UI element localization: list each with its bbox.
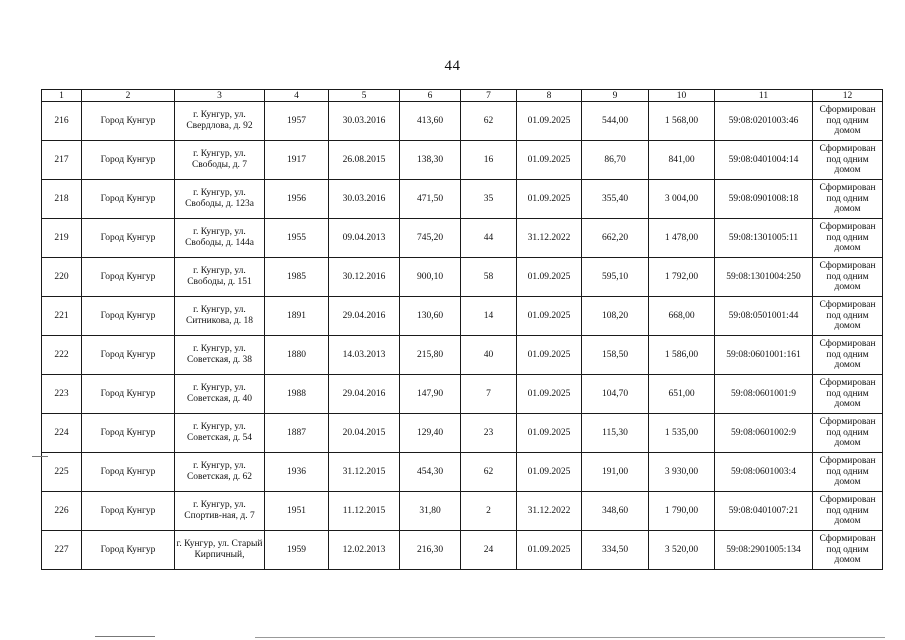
date-cell: 20.04.2015 (329, 414, 400, 453)
area-cell: 662,20 (582, 219, 649, 258)
column-number-row (42, 90, 883, 102)
table-body (42, 102, 883, 570)
residents-count-cell: 16 (461, 141, 517, 180)
area-cell: 544,00 (582, 102, 649, 141)
status-cell: Сформирован под одним домом (813, 453, 883, 492)
area-cell: 348,60 (582, 492, 649, 531)
land-area-cell: 1 535,00 (649, 414, 715, 453)
row-number-cell: 217 (42, 141, 82, 180)
row-number-cell: 219 (42, 219, 82, 258)
residents-count-cell: 40 (461, 336, 517, 375)
column-number: 9 (582, 90, 649, 102)
area-cell: 595,10 (582, 258, 649, 297)
table-row (42, 414, 883, 453)
deadline-date-cell: 01.09.2025 (517, 414, 582, 453)
housing-registry-table (41, 89, 883, 570)
date-cell: 12.02.2013 (329, 531, 400, 570)
status-cell: Сформирован под одним домом (813, 297, 883, 336)
residents-count-cell: 58 (461, 258, 517, 297)
status-cell: Сформирован под одним домом (813, 531, 883, 570)
date-cell: 30.03.2016 (329, 180, 400, 219)
row-number-cell: 225 (42, 453, 82, 492)
year-built-cell: 1880 (265, 336, 329, 375)
residents-count-cell: 62 (461, 453, 517, 492)
row-number-cell: 221 (42, 297, 82, 336)
status-cell: Сформирован под одним домом (813, 492, 883, 531)
cadastral-number-cell: 59:08:1301004:250 (715, 258, 813, 297)
table-row (42, 531, 883, 570)
deadline-date-cell: 31.12.2022 (517, 492, 582, 531)
land-area-cell: 841,00 (649, 141, 715, 180)
table-row (42, 141, 883, 180)
column-number: 10 (649, 90, 715, 102)
cadastral-number-cell: 59:08:2901005:134 (715, 531, 813, 570)
residents-count-cell: 24 (461, 531, 517, 570)
status-cell: Сформирован под одним домом (813, 102, 883, 141)
deadline-date-cell: 01.09.2025 (517, 258, 582, 297)
area-cell: 86,70 (582, 141, 649, 180)
row-number-cell: 226 (42, 492, 82, 531)
date-cell: 09.04.2013 (329, 219, 400, 258)
row-number-cell: 216 (42, 102, 82, 141)
table-header (42, 90, 883, 102)
deadline-date-cell: 01.09.2025 (517, 531, 582, 570)
municipality-cell: Город Кунгур (82, 492, 175, 531)
land-area-cell: 3 004,00 (649, 180, 715, 219)
address-cell: г. Кунгур, ул. Свободы, д. 144а (175, 219, 265, 258)
year-built-cell: 1957 (265, 102, 329, 141)
year-built-cell: 1959 (265, 531, 329, 570)
residents-count-cell: 14 (461, 297, 517, 336)
status-cell: Сформирован под одним домом (813, 219, 883, 258)
column-number: 2 (82, 90, 175, 102)
municipality-cell: Город Кунгур (82, 219, 175, 258)
area-cell: 138,30 (400, 141, 461, 180)
area-cell: 413,60 (400, 102, 461, 141)
cadastral-number-cell: 59:08:1301005:11 (715, 219, 813, 258)
year-built-cell: 1956 (265, 180, 329, 219)
deadline-date-cell: 01.09.2025 (517, 375, 582, 414)
year-built-cell: 1936 (265, 453, 329, 492)
cadastral-number-cell: 59:08:0601001:9 (715, 375, 813, 414)
land-area-cell: 668,00 (649, 297, 715, 336)
deadline-date-cell: 01.09.2025 (517, 336, 582, 375)
column-number: 1 (42, 90, 82, 102)
residents-count-cell: 62 (461, 102, 517, 141)
municipality-cell: Город Кунгур (82, 180, 175, 219)
table-row (42, 336, 883, 375)
year-built-cell: 1887 (265, 414, 329, 453)
table-row (42, 219, 883, 258)
land-area-cell: 1 790,00 (649, 492, 715, 531)
table-row (42, 297, 883, 336)
scan-artifact-line (32, 456, 48, 457)
row-number-cell: 227 (42, 531, 82, 570)
address-cell: г. Кунгур, ул. Свободы, д. 7 (175, 141, 265, 180)
residents-count-cell: 35 (461, 180, 517, 219)
land-area-cell: 1 568,00 (649, 102, 715, 141)
row-number-cell: 220 (42, 258, 82, 297)
date-cell: 29.04.2016 (329, 375, 400, 414)
area-cell: 158,50 (582, 336, 649, 375)
land-area-cell: 1 586,00 (649, 336, 715, 375)
municipality-cell: Город Кунгур (82, 453, 175, 492)
column-number: 12 (813, 90, 883, 102)
municipality-cell: Город Кунгур (82, 531, 175, 570)
status-cell: Сформирован под одним домом (813, 375, 883, 414)
cadastral-number-cell: 59:08:0501001:44 (715, 297, 813, 336)
address-cell: г. Кунгур, ул. Советская, д. 62 (175, 453, 265, 492)
table-row (42, 180, 883, 219)
deadline-date-cell: 01.09.2025 (517, 297, 582, 336)
area-cell: 108,20 (582, 297, 649, 336)
deadline-date-cell: 01.09.2025 (517, 102, 582, 141)
residents-count-cell: 44 (461, 219, 517, 258)
land-area-cell: 3 520,00 (649, 531, 715, 570)
area-cell: 130,60 (400, 297, 461, 336)
year-built-cell: 1951 (265, 492, 329, 531)
area-cell: 215,80 (400, 336, 461, 375)
land-area-cell: 3 930,00 (649, 453, 715, 492)
date-cell: 31.12.2015 (329, 453, 400, 492)
table-row (42, 375, 883, 414)
column-number: 7 (461, 90, 517, 102)
area-cell: 104,70 (582, 375, 649, 414)
year-built-cell: 1988 (265, 375, 329, 414)
address-cell: г. Кунгур, ул. Старый Кирпичный, (175, 531, 265, 570)
area-cell: 216,30 (400, 531, 461, 570)
date-cell: 30.12.2016 (329, 258, 400, 297)
area-cell: 454,30 (400, 453, 461, 492)
municipality-cell: Город Кунгур (82, 258, 175, 297)
address-cell: г. Кунгур, ул. Советская, д. 38 (175, 336, 265, 375)
status-cell: Сформирован под одним домом (813, 258, 883, 297)
deadline-date-cell: 01.09.2025 (517, 180, 582, 219)
area-cell: 745,20 (400, 219, 461, 258)
land-area-cell: 651,00 (649, 375, 715, 414)
status-cell: Сформирован под одним домом (813, 414, 883, 453)
cadastral-number-cell: 59:08:0201003:46 (715, 102, 813, 141)
year-built-cell: 1891 (265, 297, 329, 336)
municipality-cell: Город Кунгур (82, 414, 175, 453)
address-cell: г. Кунгур, ул. Свободы, д. 123а (175, 180, 265, 219)
year-built-cell: 1917 (265, 141, 329, 180)
table-row (42, 102, 883, 141)
municipality-cell: Город Кунгур (82, 297, 175, 336)
land-area-cell: 1 478,00 (649, 219, 715, 258)
address-cell: г. Кунгур, ул. Свободы, д. 151 (175, 258, 265, 297)
year-built-cell: 1955 (265, 219, 329, 258)
cadastral-number-cell: 59:08:0601003:4 (715, 453, 813, 492)
municipality-cell: Город Кунгур (82, 375, 175, 414)
table-row (42, 453, 883, 492)
land-area-cell: 1 792,00 (649, 258, 715, 297)
column-number: 6 (400, 90, 461, 102)
area-cell: 129,40 (400, 414, 461, 453)
column-number: 11 (715, 90, 813, 102)
area-cell: 355,40 (582, 180, 649, 219)
residents-count-cell: 23 (461, 414, 517, 453)
table-row (42, 492, 883, 531)
cadastral-number-cell: 59:08:0901008:18 (715, 180, 813, 219)
scan-artifact-line (255, 637, 885, 638)
cadastral-number-cell: 59:08:0601001:161 (715, 336, 813, 375)
table-row (42, 258, 883, 297)
municipality-cell: Город Кунгур (82, 102, 175, 141)
column-number: 4 (265, 90, 329, 102)
address-cell: г. Кунгур, ул. Свердлова, д. 92 (175, 102, 265, 141)
page-number: 44 (444, 58, 461, 74)
column-number: 8 (517, 90, 582, 102)
row-number-cell: 223 (42, 375, 82, 414)
year-built-cell: 1985 (265, 258, 329, 297)
date-cell: 11.12.2015 (329, 492, 400, 531)
area-cell: 31,80 (400, 492, 461, 531)
address-cell: г. Кунгур, ул. Советская, д. 54 (175, 414, 265, 453)
row-number-cell: 218 (42, 180, 82, 219)
municipality-cell: Город Кунгур (82, 336, 175, 375)
residents-count-cell: 2 (461, 492, 517, 531)
deadline-date-cell: 01.09.2025 (517, 453, 582, 492)
area-cell: 147,90 (400, 375, 461, 414)
area-cell: 471,50 (400, 180, 461, 219)
address-cell: г. Кунгур, ул. Ситникова, д. 18 (175, 297, 265, 336)
deadline-date-cell: 01.09.2025 (517, 141, 582, 180)
cadastral-number-cell: 59:08:0401004:14 (715, 141, 813, 180)
municipality-cell: Город Кунгур (82, 141, 175, 180)
cadastral-number-cell: 59:08:0601002:9 (715, 414, 813, 453)
status-cell: Сформирован под одним домом (813, 180, 883, 219)
row-number-cell: 222 (42, 336, 82, 375)
deadline-date-cell: 31.12.2022 (517, 219, 582, 258)
area-cell: 191,00 (582, 453, 649, 492)
area-cell: 115,30 (582, 414, 649, 453)
date-cell: 26.08.2015 (329, 141, 400, 180)
area-cell: 900,10 (400, 258, 461, 297)
column-number: 3 (175, 90, 265, 102)
column-number: 5 (329, 90, 400, 102)
date-cell: 29.04.2016 (329, 297, 400, 336)
status-cell: Сформирован под одним домом (813, 141, 883, 180)
area-cell: 334,50 (582, 531, 649, 570)
cadastral-number-cell: 59:08:0401007:21 (715, 492, 813, 531)
address-cell: г. Кунгур, ул. Спортив-ная, д. 7 (175, 492, 265, 531)
residents-count-cell: 7 (461, 375, 517, 414)
row-number-cell: 224 (42, 414, 82, 453)
date-cell: 14.03.2013 (329, 336, 400, 375)
scan-artifact-line (95, 636, 155, 637)
address-cell: г. Кунгур, ул. Советская, д. 40 (175, 375, 265, 414)
date-cell: 30.03.2016 (329, 102, 400, 141)
status-cell: Сформирован под одним домом (813, 336, 883, 375)
